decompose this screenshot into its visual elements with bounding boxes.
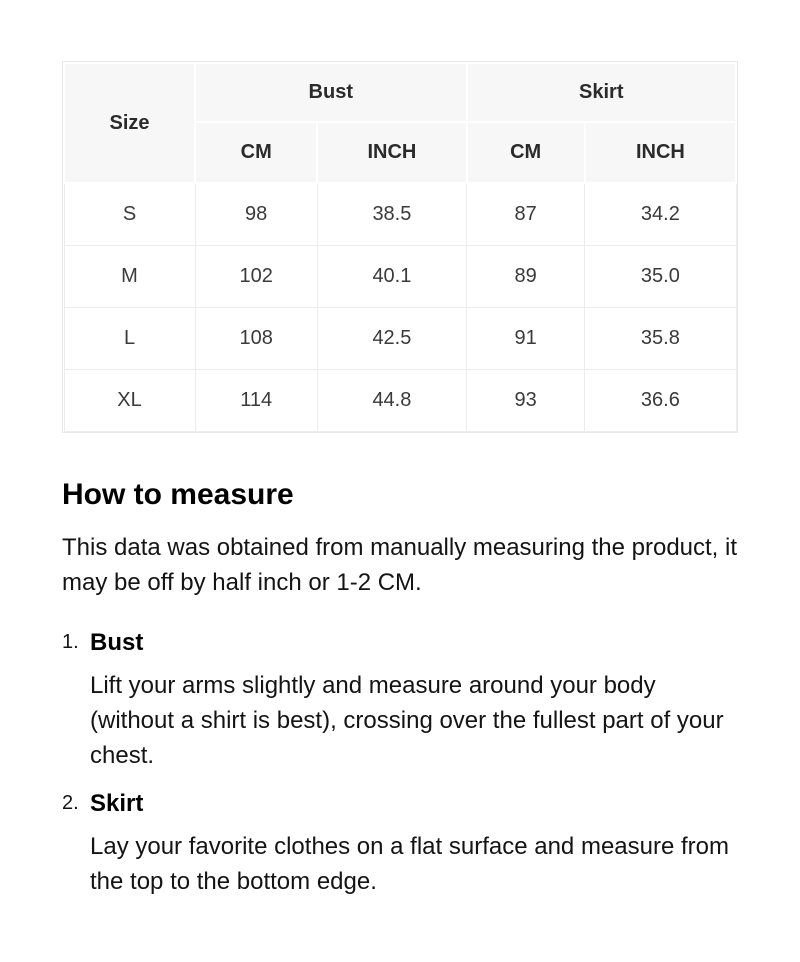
table-row-size-xl xyxy=(64,369,736,431)
measure-steps-list xyxy=(62,625,738,899)
list-item-title: Bust xyxy=(90,628,144,656)
list-item-skirt xyxy=(62,786,738,899)
list-item-number: 1. xyxy=(62,630,79,653)
measure-intro-text: This data was obtained from manually measuring the product, it may be off by half inch or 1-2 CM. xyxy=(62,533,738,596)
size-chart-table xyxy=(63,62,737,432)
cell-bust-inch: 38.5 xyxy=(317,183,466,245)
list-item-number: 2. xyxy=(62,791,79,814)
column-header-bust-cm: CM xyxy=(195,122,317,183)
table-row-size-m xyxy=(64,245,736,307)
cell-bust-inch: 40.1 xyxy=(317,245,466,307)
column-header-skirt-inch: INCH xyxy=(585,122,736,183)
list-item-title: Skirt xyxy=(90,789,144,817)
cell-skirt-cm: 87 xyxy=(467,183,585,245)
table-header-group-row xyxy=(64,63,736,122)
list-item-description: Lay your favorite clothes on a flat surface and measure from the top to the bottom edge. xyxy=(90,832,729,895)
cell-skirt-cm: 89 xyxy=(467,245,585,307)
cell-bust-inch: 44.8 xyxy=(317,369,466,431)
column-header-bust: Bust xyxy=(195,63,466,122)
cell-skirt-inch: 35.0 xyxy=(585,245,736,307)
cell-size: XL xyxy=(64,369,195,431)
table-row-size-l xyxy=(64,307,736,369)
cell-bust-cm: 108 xyxy=(195,307,317,369)
cell-skirt-inch: 35.8 xyxy=(585,307,736,369)
cell-skirt-inch: 36.6 xyxy=(585,369,736,431)
cell-skirt-cm: 93 xyxy=(467,369,585,431)
size-guide-section xyxy=(62,0,738,899)
list-item-description: Lift your arms slightly and measure around your body (without a shirt is best), crossing over the fullest part of your chest. xyxy=(90,671,724,769)
size-chart-container xyxy=(62,61,738,433)
list-item-bust xyxy=(62,625,738,773)
cell-skirt-cm: 91 xyxy=(467,307,585,369)
cell-bust-cm: 102 xyxy=(195,245,317,307)
table-row-size-s xyxy=(64,183,736,245)
cell-size: M xyxy=(64,245,195,307)
cell-size: L xyxy=(64,307,195,369)
how-to-measure-heading: How to measure xyxy=(62,477,294,511)
cell-bust-cm: 98 xyxy=(195,183,317,245)
cell-bust-cm: 114 xyxy=(195,369,317,431)
column-header-bust-inch: INCH xyxy=(317,122,466,183)
list-item-body xyxy=(90,625,738,773)
list-item-body xyxy=(90,786,738,899)
cell-bust-inch: 42.5 xyxy=(317,307,466,369)
column-header-skirt-cm: CM xyxy=(467,122,585,183)
column-header-skirt: Skirt xyxy=(467,63,737,122)
cell-size: S xyxy=(64,183,195,245)
column-header-size: Size xyxy=(64,63,195,183)
cell-skirt-inch: 34.2 xyxy=(585,183,736,245)
